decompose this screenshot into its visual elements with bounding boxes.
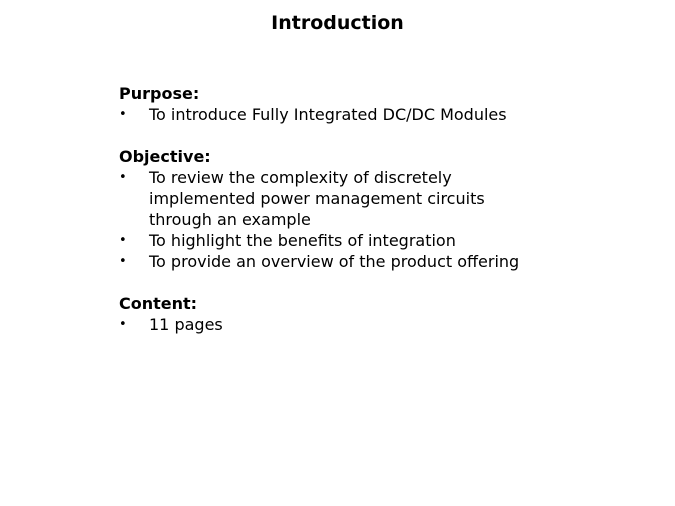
bullet-text: 11 pages xyxy=(149,315,223,334)
bullet-icon: • xyxy=(119,107,127,122)
bullet-item xyxy=(119,230,639,251)
section-purpose xyxy=(119,83,639,125)
slide-title: Introduction xyxy=(271,12,404,34)
bullet-text: To introduce Fully Integrated DC/DC Modules xyxy=(149,105,507,124)
section-objective xyxy=(119,146,639,272)
bullet-item xyxy=(119,314,639,335)
bullet-list-content xyxy=(119,314,639,335)
bullet-icon: • xyxy=(119,233,127,248)
bullet-icon: • xyxy=(119,254,127,269)
bullet-icon: • xyxy=(119,317,127,332)
section-heading-purpose: Purpose: xyxy=(119,84,200,103)
section-content xyxy=(119,293,639,335)
section-heading-objective: Objective: xyxy=(119,147,211,166)
bullet-item xyxy=(119,251,639,272)
bullet-list-purpose xyxy=(119,104,639,125)
bullet-icon: • xyxy=(119,170,127,185)
bullet-text: To highlight the benefits of integration xyxy=(149,231,456,250)
bullet-item xyxy=(119,167,549,230)
bullet-text: To provide an overview of the product offering xyxy=(149,252,520,271)
bullet-list-objective xyxy=(119,167,639,272)
section-heading-content: Content: xyxy=(119,294,198,313)
slide-content xyxy=(119,83,639,356)
bullet-text: To review the complexity of discretely implemented power management circuits through an example xyxy=(149,168,485,229)
bullet-item xyxy=(119,104,639,125)
